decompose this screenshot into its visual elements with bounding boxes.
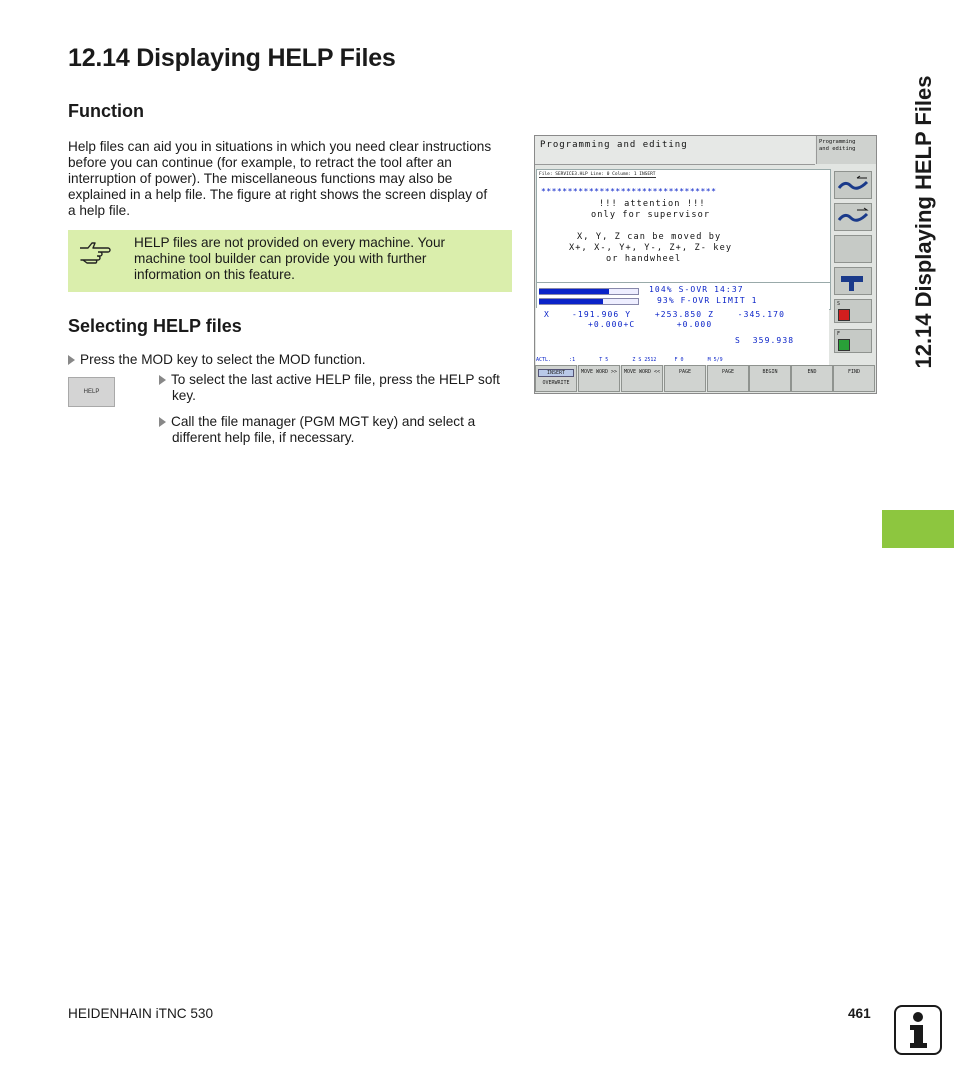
paragraph-line: interruption of power). The miscellaneous functions may also be: [68, 171, 453, 186]
screen-header-text: Programming and editing: [540, 140, 688, 150]
side-key-6[interactable]: [834, 329, 872, 353]
chapter-tab: [882, 510, 954, 548]
side-key-4[interactable]: [834, 267, 872, 295]
help-line: X, Y, Z can be moved by: [577, 232, 722, 242]
side-chapter-title: 12.14 Displaying HELP Files: [911, 75, 936, 369]
note-text: [134, 235, 494, 283]
step-text: To select the last active HELP file, press the HELP soft: [171, 372, 500, 387]
move-word-right-softkey[interactable]: MOVE WORD >>: [578, 365, 620, 392]
step-text: Call the file manager (PGM MGT key) and select a: [171, 414, 476, 429]
spindle-override-bar: [539, 289, 609, 294]
stars-line: *********************************: [541, 187, 717, 196]
selecting-heading: Selecting HELP files: [68, 316, 242, 336]
position-display: [536, 308, 829, 358]
paragraph-line: explained in a help file. The figure at right shows the screen display of: [68, 187, 488, 202]
note-line: HELP files are not provided on every machine. Your: [134, 235, 446, 250]
footer-product: HEIDENHAIN iTNC 530: [68, 1006, 214, 1021]
page-title: 12.14 Displaying HELP Files: [68, 44, 396, 72]
feed-status-icon: [838, 339, 850, 351]
spindle-status-icon: [838, 309, 850, 321]
move-word-left-softkey[interactable]: MOVE WORD <<: [621, 365, 663, 392]
side-key-3[interactable]: [834, 235, 872, 263]
note-box: [68, 230, 512, 292]
help-line: X+, X-, Y+, Y-, Z+, Z- key: [569, 243, 733, 253]
help-screen-figure: [534, 135, 877, 394]
override-text-2: 93% F-OVR LIMIT 1: [657, 296, 758, 305]
step-mod: [68, 352, 366, 368]
mode-line: and editing: [819, 146, 856, 152]
spindle-position: S 359.938: [735, 336, 795, 345]
step-text: Press the MOD key to select the MOD function.: [80, 352, 366, 367]
machine-mode-icon: [835, 172, 871, 198]
override-text-1: 104% S-OVR 14:37: [649, 285, 744, 294]
machine-mode-icon: [835, 204, 871, 230]
note-line: information on this feature.: [134, 267, 295, 282]
bullet-arrow-icon: [68, 355, 75, 365]
help-line: or handwheel: [606, 254, 682, 264]
status-line: ACTL. :1 T 5 Z S 2512 F 0 M 5/9: [536, 357, 829, 365]
step-text: different help file, if necessary.: [172, 430, 355, 445]
mode-line: Programming: [819, 139, 856, 145]
page-number: 461: [848, 1006, 871, 1021]
bullet-arrow-icon: [159, 417, 166, 427]
note-line: machine tool builder can provide you with further: [134, 251, 427, 266]
page-up-softkey[interactable]: PAGE: [664, 365, 706, 392]
paragraph-line: before you can continue (for example, to retract the tool after an: [68, 155, 452, 170]
page-down-softkey[interactable]: PAGE: [707, 365, 749, 392]
paragraph-line: Help files can aid you in situations in which you need clear instructions: [68, 139, 492, 154]
info-icon: [894, 1005, 942, 1055]
help-line: only for supervisor: [591, 210, 711, 220]
find-softkey[interactable]: FIND: [833, 365, 875, 392]
file-status-line: File: SERVICE3.HLP Line: 0 Column: 1 INSERT: [539, 172, 656, 177]
spindle-tool-icon: [835, 268, 871, 294]
bullet-arrow-icon: [159, 375, 166, 385]
screen-header: [535, 136, 815, 165]
side-key-1[interactable]: [834, 171, 872, 199]
screen-mode-box: [816, 136, 876, 164]
position-line: -191.906 Y +253.850 Z -345.170: [572, 310, 785, 319]
side-key-letter: F: [837, 331, 841, 337]
side-key-5[interactable]: [834, 299, 872, 323]
function-heading: Function: [68, 101, 144, 121]
side-key-letter: S: [837, 301, 841, 307]
help-file-area: [536, 169, 831, 284]
hand-pointer-icon: [78, 238, 112, 264]
step-help: [159, 372, 519, 404]
insert-overwrite-softkey[interactable]: [535, 365, 577, 392]
position-line: +0.000+C +0.000: [588, 320, 713, 329]
axis-x-label: X: [544, 310, 550, 319]
softkey-row: [535, 365, 876, 393]
step-text: key.: [172, 388, 196, 403]
paragraph-line: a help file.: [68, 203, 130, 218]
side-key-2[interactable]: [834, 203, 872, 231]
end-softkey[interactable]: END: [791, 365, 833, 392]
help-line: !!! attention !!!: [599, 199, 706, 209]
begin-softkey[interactable]: BEGIN: [749, 365, 791, 392]
softkey-label: OVERWRITE: [542, 380, 570, 386]
function-paragraph: [68, 139, 518, 219]
step-pgm-mgt: [159, 414, 519, 446]
info-glyph: [896, 1007, 940, 1053]
softkey-label: INSERT: [538, 369, 574, 377]
override-bars: [536, 282, 831, 310]
feed-override-bar: [539, 299, 603, 304]
help-softkey[interactable]: HELP: [68, 377, 115, 407]
